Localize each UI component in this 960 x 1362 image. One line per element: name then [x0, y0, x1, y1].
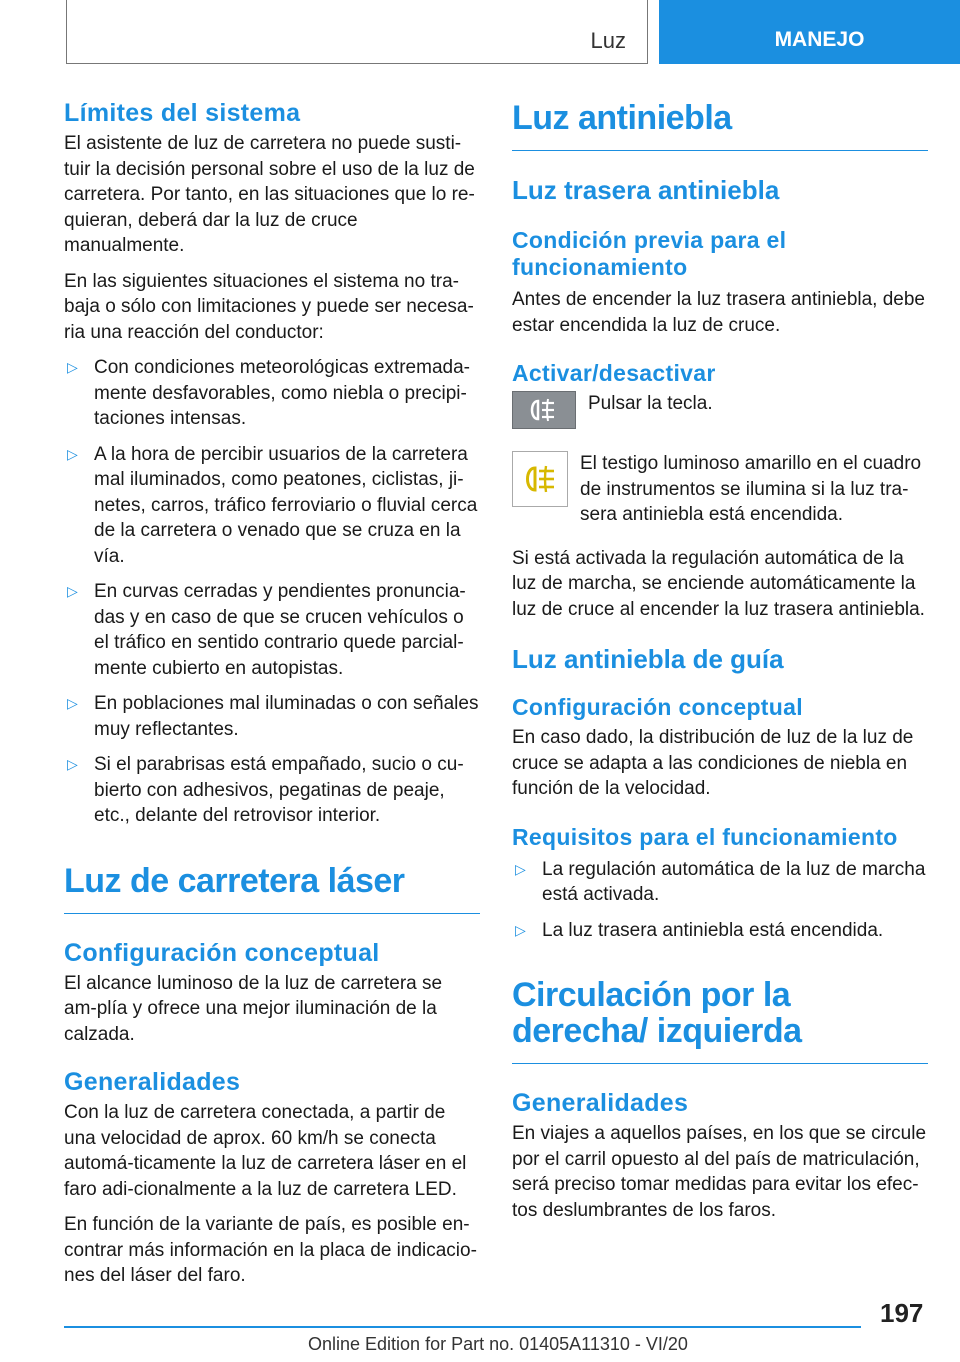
key-instruction-text: Pulsar la tecla.: [588, 393, 713, 414]
paragraph: El alcance luminoso de la luz de carretera se am-plía y ofrece una mejor iluminación de la calzada.: [64, 972, 443, 1045]
indicator-text: El testigo luminoso amarillo en el cuadro de instrumentos se ilumina si la luz tra-sera antiniebla está encendida.: [580, 453, 922, 525]
section-title: Configuración conceptual: [512, 694, 803, 720]
footer-edition: Online Edition for Part no. 01405A11310 - VI/20: [308, 1334, 688, 1354]
list-item: [64, 355, 480, 432]
chapter-heading: Luz antiniebla: [512, 100, 928, 151]
bullet-icon: ▷: [67, 695, 78, 711]
paragraph: Si está activada la regulación automática de la luz de marcha, se enciende automáticamente la luz de cruce al encender la luz trasera antiniebla.: [512, 547, 925, 620]
list-item: [64, 691, 480, 742]
list-item-text: La luz trasera antiniebla está encendida.: [542, 919, 884, 941]
paragraph: En función de la variante de país, es posible en-contrar más información en la placa de indicacio-nes del láser del faro.: [64, 1214, 477, 1286]
requirements-list: [512, 857, 928, 944]
chapter-heading: Luz de carretera láser: [64, 863, 480, 914]
bullet-icon: ▷: [67, 359, 78, 375]
left-column: [64, 100, 480, 1289]
header-chapter-tab: [659, 0, 960, 64]
page-number: 197: [880, 1298, 924, 1328]
list-item: [64, 579, 480, 681]
right-column: [512, 100, 928, 1223]
header-box: [66, 0, 648, 64]
list-item-text: A la hora de percibir usuarios de la carretera mal iluminados, como peatones, ciclistas, ji-netes, carros, tráfico ferroviario o fluvial cerca de la carretera o venado que se cruza en la vía.: [94, 443, 478, 567]
chapter-heading: Circulación por la derecha/ izquierda: [512, 977, 928, 1064]
indicator-info: [512, 451, 928, 528]
list-item-text: En poblaciones mal iluminadas o con señales muy reflectantes.: [94, 693, 479, 740]
rear-fog-indicator-icon: [512, 451, 568, 507]
section-title: Condición previa para el funcionamiento: [512, 227, 787, 280]
list-item-text: Con condiciones meteorológicas extremada-mente desfavorables, como niebla o precipi-taciones intensas.: [94, 357, 470, 429]
subchapter-heading: Luz trasera antiniebla: [512, 175, 780, 205]
rear-fog-button-icon: [512, 391, 576, 429]
section-title: Generalidades: [512, 1089, 689, 1117]
header-chapter-label: MANEJO: [774, 28, 865, 51]
header-section: Luz: [590, 28, 626, 53]
section-title: Límites del sistema: [64, 99, 301, 127]
list-item-text: La regulación automática de la luz de marcha está activada.: [542, 858, 926, 905]
bullet-icon: ▷: [67, 756, 78, 772]
list-item: [512, 918, 928, 944]
limitations-list: [64, 355, 480, 829]
footer-divider: [64, 1326, 861, 1328]
section-title: Activar/desactivar: [512, 360, 716, 386]
list-item-text: Si el parabrisas está empañado, sucio o cu-bierto con adhesivos, pegatinas de peaje, etc., delante del retrovisor interior.: [94, 754, 464, 826]
list-item: [512, 857, 928, 908]
bullet-icon: ▷: [515, 860, 526, 877]
paragraph: El asistente de luz de carretera no puede susti-tuir la decisión personal sobre el uso de la luz de carretera. Por tanto, en las situaciones que lo re-quieran, deberá dar la luz de cruce manualmente.: [64, 133, 475, 256]
list-item: [64, 442, 480, 570]
list-item: [64, 752, 480, 829]
key-instruction: [512, 391, 928, 429]
paragraph: En viajes a aquellos países, en los que se circule por el carril opuesto al del país de matriculación, será preciso tomar medidas para evitar los efec-tos deslumbrantes de los faros.: [512, 1123, 927, 1221]
section-title: Generalidades: [64, 1068, 241, 1096]
paragraph: En caso dado, la distribución de luz de la luz de cruce se adapta a las condiciones de niebla en función de la velocidad.: [512, 727, 914, 799]
section-title: Configuración conceptual: [64, 938, 380, 967]
list-item-text: En curvas cerradas y pendientes pronuncia-das y en caso de que se crucen vehículos o el tráfico en sentido contrario quede parcial-mente cubierto en autopistas.: [94, 581, 466, 679]
paragraph: Antes de encender la luz trasera antiniebla, debe estar encendida la luz de cruce.: [512, 289, 925, 336]
paragraph: En las siguientes situaciones el sistema no tra-baja o sólo con limitaciones y puede ser necesa-ria una reacción del conductor:: [64, 270, 474, 343]
bullet-icon: ▷: [515, 921, 526, 938]
bullet-icon: ▷: [67, 445, 78, 462]
subchapter-heading: Luz antiniebla de guía: [512, 644, 784, 674]
bullet-icon: ▷: [67, 583, 78, 599]
paragraph: Con la luz de carretera conectada, a partir de una velocidad de aprox. 60 km/h se conecta automá-ticamente la luz de carretera láser en el faro adi-cionalmente a la luz de carretera LED.: [64, 1102, 467, 1200]
section-title: Requisitos para el funcionamiento: [512, 823, 898, 850]
